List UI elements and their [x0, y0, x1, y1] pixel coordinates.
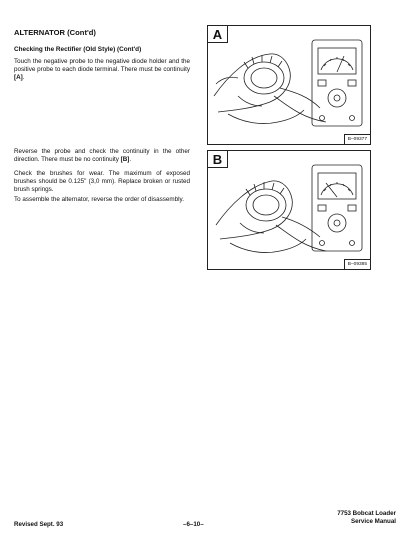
figure-reference-b: [B]: [120, 156, 130, 164]
page-number: –6–10–: [183, 521, 204, 528]
figure-code: B–09377: [344, 134, 370, 144]
figure-b: [207, 150, 371, 270]
paragraph-end: .: [129, 156, 132, 164]
paragraph-continuity-check: [14, 58, 190, 82]
section-title: ALTERNATOR (Cont'd): [14, 28, 96, 37]
figure-code: B–09385: [344, 259, 370, 269]
figure-a: [207, 25, 371, 145]
figure-letter: A: [208, 26, 228, 43]
paragraph-end: .: [22, 74, 25, 82]
paragraph-brush-wear: Check the brushes for wear. The maximum of exposed brushes should be 0.125" (3,0 mm). Replace broken or rusted brush springs.: [14, 170, 190, 194]
manual-title: [337, 510, 396, 525]
revision-date: Revised Sept. 93: [14, 521, 64, 528]
multimeter-illustration-a: [208, 26, 370, 144]
paragraph-assembly: To assemble the alternator, reverse the order of disassembly.: [14, 196, 184, 203]
figure-letter: B: [208, 151, 228, 168]
figure-reference-a: [A]: [14, 74, 23, 82]
manual-title-line1: 7753 Bobcat Loader: [337, 510, 396, 517]
paragraph-text: Touch the negative probe to the negative diode holder and the positive probe to each diode terminal. There must be continuity: [14, 58, 190, 74]
paragraph-text: Reverse the probe and check the continuity in the other direction. There must be no continuity: [14, 148, 190, 164]
paragraph-reverse-probe: [14, 148, 190, 164]
multimeter-illustration-b: [208, 151, 370, 269]
section-subtitle: Checking the Rectifier (Old Style) (Cont'd): [14, 46, 142, 53]
manual-title-line2: Service Manual: [350, 517, 396, 525]
